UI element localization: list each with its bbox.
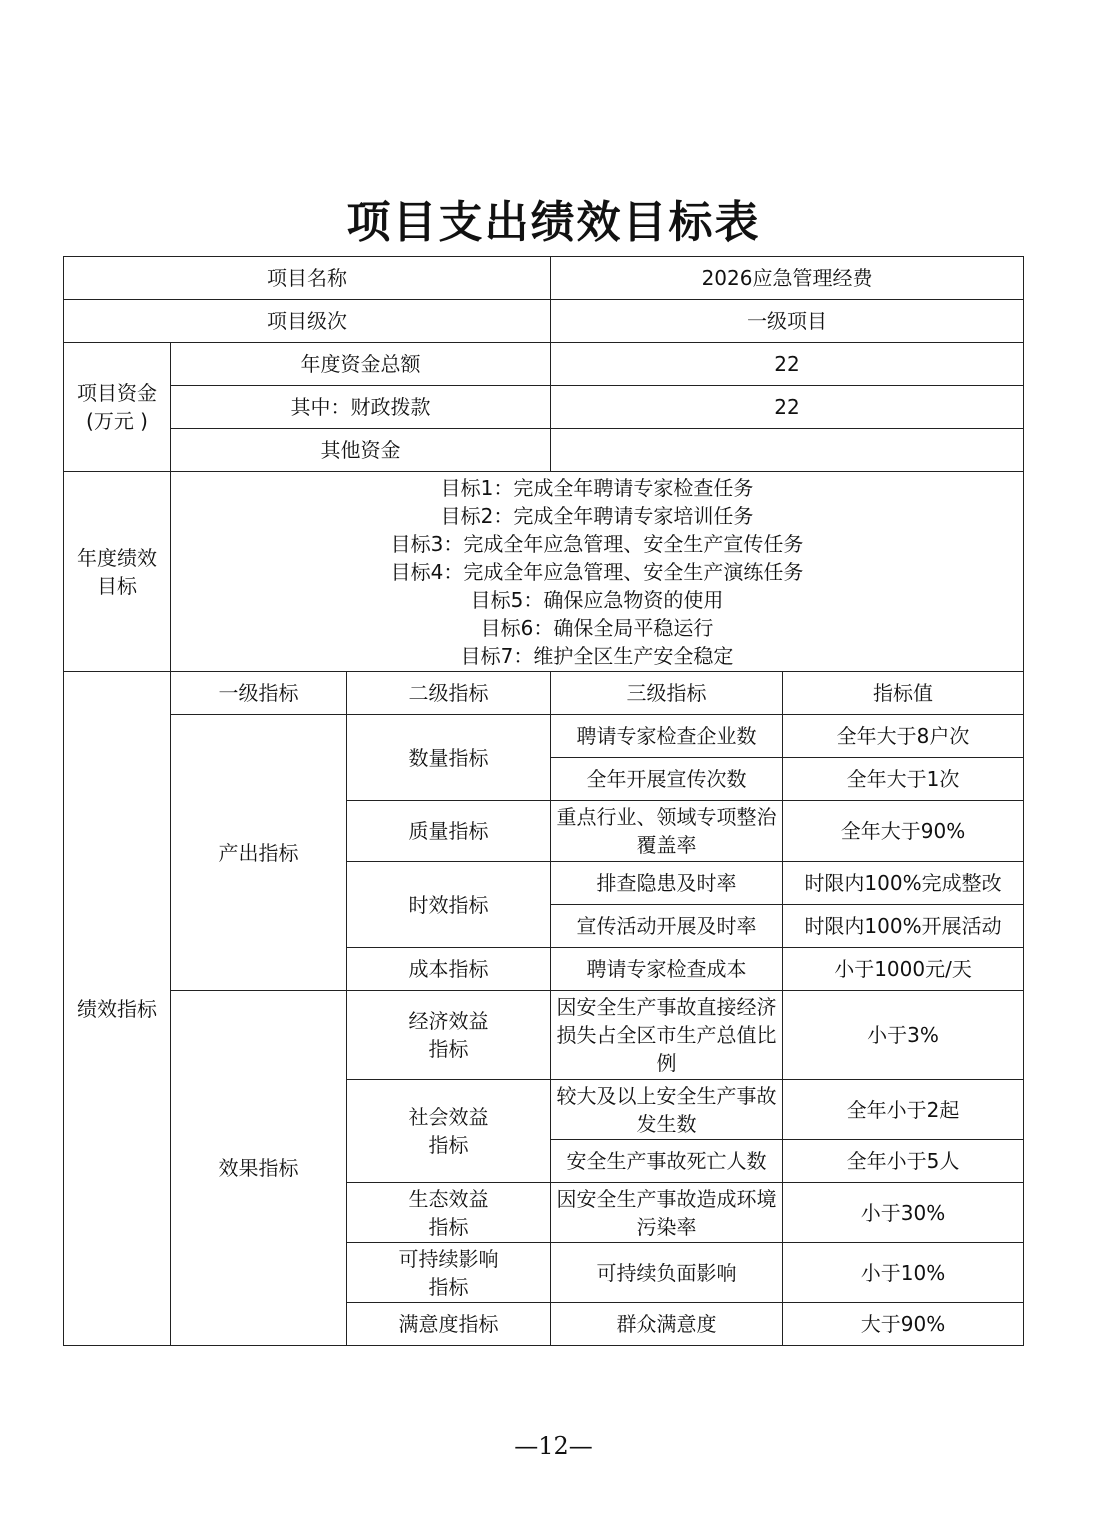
goals-label: 年度绩效 目标 (64, 472, 171, 672)
item-name: 重点行业、领域专项整治 覆盖率 (551, 801, 783, 862)
table-row (64, 300, 1024, 343)
quantity-indicator-label: 数量指标 (347, 715, 551, 801)
goal-item: 目标6：确保全局平稳运行 (480, 615, 714, 640)
fiscal-label: 其中：财政拨款 (171, 386, 551, 429)
fiscal-value: 22 (551, 386, 1024, 429)
funds-label: 项目资金 (万元 ) (64, 343, 171, 472)
table-row (64, 991, 1024, 1080)
goals-list (171, 472, 1024, 672)
item-name: 因安全生产事故直接经济 损失占全区市生产总值比 例 (551, 991, 783, 1080)
item-value: 小于30% (783, 1183, 1024, 1243)
item-value: 时限内100%开展活动 (783, 905, 1024, 948)
table-row (64, 343, 1024, 386)
item-name: 较大及以上安全生产事故 发生数 (551, 1080, 783, 1140)
item-value: 时限内100%完成整改 (783, 862, 1024, 905)
item-name: 群众满意度 (551, 1303, 783, 1346)
social-indicator-label: 社会效益 指标 (347, 1080, 551, 1183)
goal-item: 目标7：维护全区生产安全稳定 (460, 643, 734, 668)
item-name: 聘请专家检查成本 (551, 948, 783, 991)
item-name: 聘请专家检查企业数 (551, 715, 783, 758)
timeliness-indicator-label: 时效指标 (347, 862, 551, 948)
performance-table (63, 256, 1024, 1346)
item-value: 全年大于8户次 (783, 715, 1024, 758)
header-level2: 二级指标 (347, 672, 551, 715)
cost-indicator-label: 成本指标 (347, 948, 551, 991)
item-value: 小于10% (783, 1243, 1024, 1303)
header-level1: 一级指标 (171, 672, 347, 715)
annual-total-value: 22 (551, 343, 1024, 386)
indicators-label: 绩效指标 (64, 672, 171, 1346)
item-name: 因安全生产事故造成环境 污染率 (551, 1183, 783, 1243)
quality-indicator-label: 质量指标 (347, 801, 551, 862)
effect-indicators-label: 效果指标 (171, 991, 347, 1346)
goal-item: 目标4：完成全年应急管理、安全生产演练任务 (390, 559, 804, 584)
project-level-label: 项目级次 (64, 300, 551, 343)
ecological-indicator-label: 生态效益 指标 (347, 1183, 551, 1243)
economic-indicator-label: 经济效益 指标 (347, 991, 551, 1080)
item-value: 全年大于1次 (783, 758, 1024, 801)
item-name: 排查隐患及时率 (551, 862, 783, 905)
item-value: 全年大于90% (783, 801, 1024, 862)
item-value: 全年小于5人 (783, 1140, 1024, 1183)
table-row (64, 672, 1024, 715)
other-funds-value (551, 429, 1024, 472)
item-value: 全年小于2起 (783, 1080, 1024, 1140)
goal-item: 目标1：完成全年聘请专家检查任务 (440, 475, 754, 500)
item-value: 小于3% (783, 991, 1024, 1080)
item-name: 宣传活动开展及时率 (551, 905, 783, 948)
goal-item: 目标3：完成全年应急管理、安全生产宣传任务 (390, 531, 804, 556)
item-name: 可持续负面影响 (551, 1243, 783, 1303)
other-funds-label: 其他资金 (171, 429, 551, 472)
goal-item: 目标5：确保应急物资的使用 (470, 587, 724, 612)
project-name-label: 项目名称 (64, 257, 551, 300)
page-number: —12— (514, 1432, 593, 1460)
item-name: 全年开展宣传次数 (551, 758, 783, 801)
goal-item: 目标2：完成全年聘请专家培训任务 (440, 503, 754, 528)
sustainable-indicator-label: 可持续影响 指标 (347, 1243, 551, 1303)
item-value: 小于1000元/天 (783, 948, 1024, 991)
header-value: 指标值 (783, 672, 1024, 715)
page-title: 项目支出绩效目标表 (346, 197, 761, 248)
output-indicators-label: 产出指标 (171, 715, 347, 991)
table-row (64, 257, 1024, 300)
table-row (64, 715, 1024, 758)
project-name-value: 2026应急管理经费 (551, 257, 1024, 300)
table-row (64, 472, 1024, 672)
satisfaction-indicator-label: 满意度指标 (347, 1303, 551, 1346)
item-value: 大于90% (783, 1303, 1024, 1346)
table-row (64, 429, 1024, 472)
table-row (64, 386, 1024, 429)
header-level3: 三级指标 (551, 672, 783, 715)
project-level-value: 一级项目 (551, 300, 1024, 343)
item-name: 安全生产事故死亡人数 (551, 1140, 783, 1183)
annual-total-label: 年度资金总额 (171, 343, 551, 386)
